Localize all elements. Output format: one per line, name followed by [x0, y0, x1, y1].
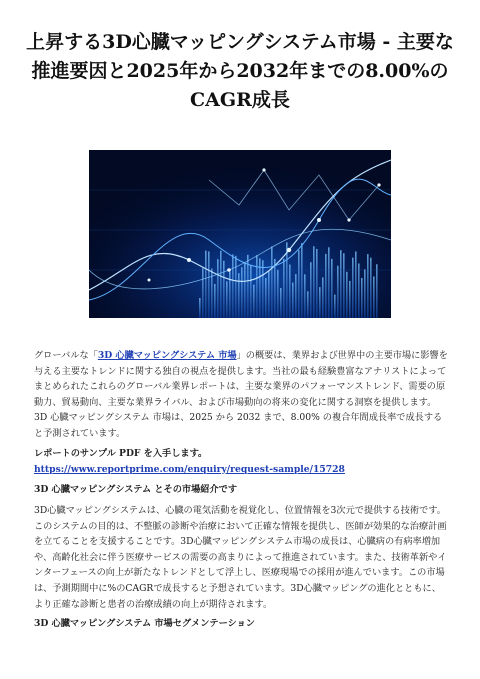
section-heading-segmentation: 3D 心臓マッピングシステム 市場セグメンテーション [34, 618, 255, 629]
decorative-bar [316, 249, 318, 318]
decorative-bar [229, 272, 231, 318]
decorative-bar [220, 251, 222, 318]
sample-label: レポートのサンプル PDF を入手します。 [34, 448, 208, 459]
financial-chart-graphic [89, 150, 391, 318]
decorative-bar [289, 265, 291, 318]
decorative-bar [271, 246, 273, 318]
decorative-bar [340, 250, 342, 318]
decorative-bar [283, 259, 285, 318]
decorative-bar [310, 262, 312, 318]
decorative-bar [208, 251, 210, 318]
decorative-bar [274, 259, 276, 318]
decorative-bar [217, 259, 219, 318]
decorative-bar [256, 255, 258, 318]
decorative-bar [319, 287, 321, 318]
decorative-bar [313, 246, 315, 318]
decorative-bar [292, 283, 294, 318]
decorative-bar [265, 278, 267, 318]
decorative-bar [277, 270, 279, 318]
decorative-bar [355, 251, 357, 318]
intro-text-before: グローバルな「 [34, 350, 98, 361]
decorative-bar [349, 281, 351, 318]
decorative-bar [364, 269, 366, 318]
decorative-bar [301, 243, 303, 318]
decorative-bar [268, 271, 270, 318]
decorative-bar [226, 281, 228, 318]
decorative-bar [352, 258, 354, 318]
decorative-bar [295, 274, 297, 318]
decorative-bar [304, 274, 306, 318]
decorative-bar [370, 258, 372, 318]
market-keyword-link[interactable]: 3D 心臓マッピングシステム 市場 [97, 350, 237, 361]
decorative-bar [253, 285, 255, 318]
decorative-bar [334, 295, 336, 318]
decorative-bar [205, 251, 207, 318]
decorative-bar [325, 254, 327, 318]
decorative-bar [235, 256, 237, 318]
decorative-bar [343, 253, 345, 318]
section-heading-intro: 3D 心臓マッピングシステム とその市場紹介です [34, 484, 238, 495]
decorative-bar [244, 263, 246, 318]
decorative-bar [298, 250, 300, 318]
decorative-bar [241, 267, 243, 318]
section-body-intro: 3D心臓マッピングシステムは、心臓の電気活動を視覚化し、位置情報を3次元で提供する技術です。このシステムの目的は、不整脈の診断や治療において正確な情報を提供し、医師が効果的な治療計画を立てることを支援することです。3D心臓マッピングシステム市場の成長は、心臓病の有病率増加や、高齢化社会に伴う医療サービスの需要の高まりによって推進されています。また、技術革新やインターフェースの向上が新たなトレンドとして浮上し、医療現場での採用が進んでいます。この市場は、予測期間中に%のCAGRで成長すると予想されています。3D心臓マッピングの進化とともに、より正確な診断と患者の治療成績の向上が期待されます。 [34, 505, 447, 610]
decorative-bar [331, 259, 333, 318]
intro-paragraph [34, 348, 448, 442]
decorative-bar [232, 254, 234, 318]
sample-request [34, 446, 448, 477]
decorative-bar [376, 264, 378, 318]
decorative-bar [202, 268, 204, 318]
decorative-bar [361, 278, 363, 318]
page-title: 上昇する3D心臓マッピングシステム市場 - 主要な推進要因と2025年から2032年までの8.00%のCAGR成長 [26, 31, 454, 111]
decorative-bar [262, 260, 264, 318]
decorative-bar [214, 284, 216, 318]
decorative-bar [322, 277, 324, 318]
decorative-bar [307, 291, 309, 318]
decorative-bar [337, 266, 339, 318]
decorative-bar [238, 273, 240, 318]
decorative-bar [199, 298, 201, 318]
decorative-bar [223, 261, 225, 318]
decorative-bar [358, 263, 360, 318]
decorative-bar [346, 272, 348, 318]
decorative-bar [367, 254, 369, 318]
sample-url-link[interactable]: https://www.reportprime.com/enquiry/request-sample/15728 [34, 463, 345, 475]
decorative-bar [328, 247, 330, 318]
decorative-bar [280, 288, 282, 318]
decorative-bar [250, 265, 252, 318]
hero-image [89, 150, 391, 318]
decorative-bar [373, 276, 375, 318]
intro-text-after: 」の概要は、業界および世界中の主要市場に影響を与える主要なトレンドに関する独自の視点を提供します。当社の最も経験豊富なアナリストによってまとめられたこれらのグローバル業界レポートは、主要な業界のパフォーマンストレンド、需要の原動力、貿易動向、主要な業界ライバル、および市場動向の将来の変化に関する洞察を提供します。3D 心臓マッピングシステム 市場は、2025 から 2032 まで、8.00% の複合年間成長率で成長すると予測されています。 [34, 350, 448, 439]
